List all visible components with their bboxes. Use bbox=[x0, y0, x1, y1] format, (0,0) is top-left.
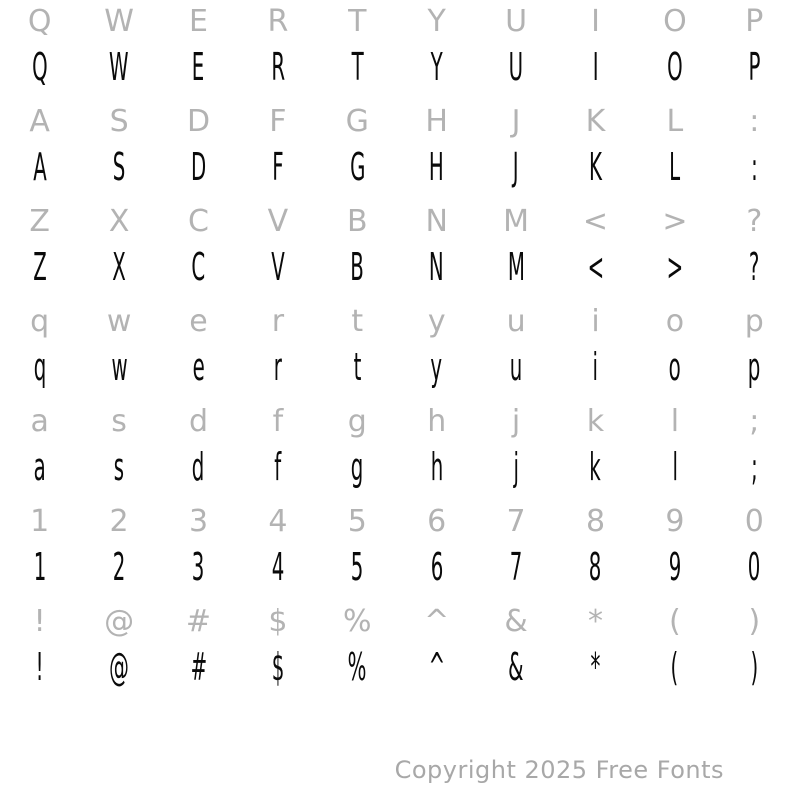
glyph-specimen: j bbox=[513, 445, 519, 489]
glyph-cell bbox=[238, 400, 317, 444]
glyph-specimen: ; bbox=[750, 445, 758, 489]
glyph-specimen: 3 bbox=[192, 545, 205, 589]
glyph-specimen: a bbox=[33, 445, 46, 489]
glyph-specimen: p bbox=[748, 345, 761, 389]
glyph-reference: d bbox=[188, 404, 209, 439]
glyph-cell bbox=[715, 144, 794, 190]
glyph-cell bbox=[397, 0, 476, 44]
glyph-cell bbox=[715, 644, 794, 690]
glyph-specimen: * bbox=[590, 645, 601, 689]
glyph-reference: & bbox=[504, 604, 528, 639]
glyph-specimen: 8 bbox=[589, 545, 602, 589]
glyph-cell bbox=[238, 144, 317, 190]
glyph-cell bbox=[397, 400, 476, 444]
specimen-row bbox=[0, 144, 794, 200]
glyph-cell bbox=[476, 100, 555, 144]
glyph-cell bbox=[635, 344, 714, 390]
glyph-cell bbox=[635, 200, 714, 244]
glyph-cell bbox=[397, 600, 476, 644]
glyph-reference: u bbox=[506, 304, 526, 339]
glyph-specimen: $ bbox=[271, 645, 285, 689]
glyph-cell bbox=[0, 44, 79, 90]
glyph-cell bbox=[556, 500, 635, 544]
glyph-cell bbox=[318, 200, 397, 244]
glyph-cell bbox=[0, 600, 79, 644]
glyph-cell bbox=[0, 500, 79, 544]
glyph-cell bbox=[715, 300, 794, 344]
reference-row bbox=[0, 0, 794, 44]
glyph-specimen: e bbox=[192, 345, 205, 389]
glyph-cell bbox=[556, 544, 635, 590]
glyph-cell bbox=[556, 344, 635, 390]
glyph-cell bbox=[159, 600, 238, 644]
glyph-specimen: 9 bbox=[668, 545, 682, 589]
glyph-reference: V bbox=[267, 204, 289, 239]
glyph-cell bbox=[0, 200, 79, 244]
glyph-cell bbox=[476, 444, 555, 490]
glyph-cell bbox=[476, 644, 555, 690]
glyph-reference: s bbox=[111, 404, 127, 439]
glyph-reference: 2 bbox=[109, 504, 129, 539]
specimen-row bbox=[0, 544, 794, 600]
glyph-cell bbox=[715, 600, 794, 644]
glyph-specimen: A bbox=[32, 145, 47, 189]
glyph-specimen: y bbox=[430, 345, 443, 389]
glyph-cell bbox=[635, 144, 714, 190]
glyph-specimen: K bbox=[589, 145, 602, 189]
glyph-cell bbox=[238, 544, 317, 590]
glyph-specimen: o bbox=[668, 345, 681, 389]
glyph-cell bbox=[635, 600, 714, 644]
glyph-reference: T bbox=[348, 4, 367, 39]
glyph-reference: P bbox=[745, 4, 764, 39]
glyph-cell bbox=[556, 44, 635, 90]
glyph-cell bbox=[79, 544, 158, 590]
glyph-reference: J bbox=[511, 104, 521, 139]
glyph-reference: W bbox=[104, 4, 134, 39]
glyph-cell bbox=[556, 0, 635, 44]
glyph-specimen: B bbox=[350, 245, 365, 289]
glyph-reference: 7 bbox=[506, 504, 526, 539]
glyph-cell bbox=[556, 144, 635, 190]
copyright-notice: Copyright 2025 Free Fonts bbox=[394, 756, 724, 784]
glyph-reference: f bbox=[272, 404, 284, 439]
glyph-reference: ^ bbox=[424, 604, 450, 639]
glyph-cell bbox=[0, 100, 79, 144]
glyph-specimen: Z bbox=[32, 245, 47, 289]
glyph-specimen: < bbox=[587, 245, 604, 289]
glyph-cell bbox=[318, 244, 397, 290]
glyph-specimen: f bbox=[274, 445, 282, 489]
glyph-specimen: ? bbox=[749, 245, 760, 289]
glyph-cell bbox=[238, 244, 317, 290]
reference-row bbox=[0, 200, 794, 244]
glyph-cell bbox=[79, 444, 158, 490]
specimen-row bbox=[0, 244, 794, 300]
glyph-reference: F bbox=[269, 104, 287, 139]
glyph-cell bbox=[79, 144, 158, 190]
glyph-cell bbox=[556, 444, 635, 490]
glyph-cell bbox=[0, 244, 79, 290]
glyph-cell bbox=[556, 244, 635, 290]
glyph-cell bbox=[635, 300, 714, 344]
glyph-specimen: u bbox=[509, 345, 523, 389]
glyph-cell bbox=[159, 300, 238, 344]
glyph-cell bbox=[397, 644, 476, 690]
glyph-reference: 3 bbox=[188, 504, 209, 539]
glyph-cell bbox=[715, 400, 794, 444]
glyph-reference: Y bbox=[427, 4, 446, 39]
glyph-specimen: V bbox=[271, 245, 285, 289]
glyph-cell bbox=[159, 44, 238, 90]
glyph-reference: h bbox=[427, 404, 447, 439]
glyph-specimen: 7 bbox=[509, 545, 523, 589]
glyph-specimen: M bbox=[507, 245, 525, 289]
glyph-cell bbox=[159, 644, 238, 690]
glyph-reference: t bbox=[351, 304, 364, 339]
glyph-reference: B bbox=[347, 204, 368, 239]
glyph-cell bbox=[79, 44, 158, 90]
glyph-cell bbox=[556, 600, 635, 644]
glyph-reference: A bbox=[29, 104, 50, 139]
glyph-reference: ? bbox=[746, 204, 763, 239]
glyph-cell bbox=[0, 300, 79, 344]
glyph-reference: S bbox=[109, 104, 129, 139]
glyph-cell bbox=[635, 100, 714, 144]
specimen-row bbox=[0, 444, 794, 500]
glyph-cell bbox=[159, 0, 238, 44]
glyph-specimen: X bbox=[112, 245, 126, 289]
glyph-cell bbox=[238, 500, 317, 544]
glyph-cell bbox=[635, 44, 714, 90]
glyph-specimen: ) bbox=[750, 645, 759, 689]
glyph-specimen: r bbox=[273, 345, 282, 389]
glyph-cell bbox=[238, 600, 317, 644]
specimen-row bbox=[0, 344, 794, 400]
glyph-cell bbox=[0, 444, 79, 490]
glyph-cell bbox=[159, 344, 238, 390]
glyph-reference: E bbox=[189, 4, 208, 39]
glyph-cell bbox=[476, 244, 555, 290]
glyph-cell bbox=[79, 400, 158, 444]
glyph-cell bbox=[79, 0, 158, 44]
glyph-cell bbox=[0, 644, 79, 690]
glyph-cell bbox=[318, 300, 397, 344]
glyph-reference: % bbox=[343, 604, 372, 639]
glyph-cell bbox=[556, 300, 635, 344]
glyph-cell bbox=[318, 400, 397, 444]
glyph-specimen: ! bbox=[35, 645, 44, 689]
glyph-cell bbox=[715, 244, 794, 290]
glyph-specimen: N bbox=[429, 245, 445, 289]
reference-row bbox=[0, 600, 794, 644]
glyph-cell bbox=[238, 644, 317, 690]
glyph-specimen: J bbox=[513, 145, 520, 189]
glyph-reference: o bbox=[665, 304, 685, 339]
glyph-specimen: k bbox=[589, 445, 602, 489]
glyph-reference: ! bbox=[33, 604, 46, 639]
glyph-cell bbox=[397, 500, 476, 544]
glyph-specimen: F bbox=[272, 145, 284, 189]
glyph-cell bbox=[635, 544, 714, 590]
glyph-cell bbox=[79, 300, 158, 344]
reference-row bbox=[0, 400, 794, 444]
glyph-reference: i bbox=[591, 304, 600, 339]
glyph-reference: 5 bbox=[347, 504, 367, 539]
glyph-specimen: h bbox=[430, 445, 443, 489]
glyph-cell bbox=[397, 544, 476, 590]
glyph-reference: e bbox=[189, 304, 208, 339]
glyph-specimen: C bbox=[191, 245, 206, 289]
glyph-reference: 1 bbox=[30, 504, 50, 539]
glyph-cell bbox=[318, 500, 397, 544]
glyph-cell bbox=[397, 300, 476, 344]
glyph-cell bbox=[397, 200, 476, 244]
glyph-cell bbox=[159, 544, 238, 590]
glyph-reference: > bbox=[662, 204, 688, 239]
glyph-reference: r bbox=[271, 304, 285, 339]
glyph-reference: X bbox=[108, 204, 130, 239]
glyph-cell bbox=[397, 444, 476, 490]
glyph-reference: j bbox=[511, 404, 521, 439]
glyph-cell bbox=[556, 200, 635, 244]
glyph-cell bbox=[159, 400, 238, 444]
glyph-cell bbox=[159, 200, 238, 244]
glyph-cell bbox=[159, 500, 238, 544]
glyph-reference: q bbox=[30, 304, 50, 339]
glyph-specimen: G bbox=[349, 145, 365, 189]
glyph-specimen: 0 bbox=[748, 545, 761, 589]
glyph-reference: L bbox=[666, 104, 684, 139]
glyph-reference: $ bbox=[268, 604, 288, 639]
glyph-specimen: 1 bbox=[33, 545, 46, 589]
glyph-cell bbox=[397, 344, 476, 390]
glyph-cell bbox=[476, 44, 555, 90]
glyph-reference: @ bbox=[104, 604, 135, 639]
glyph-cell bbox=[476, 544, 555, 590]
glyph-specimen: d bbox=[192, 445, 205, 489]
glyph-cell bbox=[715, 344, 794, 390]
glyph-reference: Q bbox=[27, 4, 52, 39]
glyph-cell bbox=[476, 144, 555, 190]
glyph-specimen: q bbox=[33, 345, 46, 389]
glyph-specimen: D bbox=[190, 145, 207, 189]
reference-row bbox=[0, 300, 794, 344]
glyph-specimen: T bbox=[351, 45, 364, 89]
glyph-cell bbox=[318, 0, 397, 44]
glyph-cell bbox=[318, 544, 397, 590]
glyph-reference: y bbox=[427, 304, 446, 339]
glyph-cell bbox=[238, 0, 317, 44]
glyph-reference: # bbox=[185, 604, 212, 639]
glyph-reference: p bbox=[744, 304, 764, 339]
glyph-reference: * bbox=[587, 604, 603, 639]
glyph-cell bbox=[79, 600, 158, 644]
glyph-cell bbox=[556, 400, 635, 444]
glyph-reference: k bbox=[586, 404, 605, 439]
glyph-cell bbox=[476, 344, 555, 390]
glyph-cell bbox=[635, 244, 714, 290]
glyph-specimen: l bbox=[672, 445, 678, 489]
glyph-specimen: I bbox=[592, 45, 599, 89]
glyph-reference: : bbox=[749, 104, 760, 139]
glyph-reference: H bbox=[425, 104, 448, 139]
glyph-reference: N bbox=[425, 204, 448, 239]
glyph-specimen: i bbox=[592, 345, 599, 389]
glyph-specimen: t bbox=[353, 345, 362, 389]
glyph-cell bbox=[476, 200, 555, 244]
glyph-reference: R bbox=[267, 4, 289, 39]
glyph-cell bbox=[0, 0, 79, 44]
glyph-cell bbox=[715, 44, 794, 90]
glyph-cell bbox=[715, 100, 794, 144]
glyph-cell bbox=[79, 644, 158, 690]
glyph-specimen: # bbox=[190, 645, 207, 689]
glyph-specimen: g bbox=[351, 445, 364, 489]
glyph-cell bbox=[397, 144, 476, 190]
glyph-cell bbox=[635, 444, 714, 490]
glyph-reference: w bbox=[106, 304, 132, 339]
glyph-cell bbox=[318, 444, 397, 490]
glyph-cell bbox=[79, 244, 158, 290]
glyph-cell bbox=[0, 544, 79, 590]
glyph-cell bbox=[238, 444, 317, 490]
glyph-reference: ( bbox=[669, 604, 681, 639]
specimen-row bbox=[0, 644, 794, 700]
glyph-cell bbox=[159, 100, 238, 144]
glyph-reference: D bbox=[186, 104, 211, 139]
glyph-specimen: Q bbox=[31, 45, 48, 89]
reference-row bbox=[0, 500, 794, 544]
glyph-cell bbox=[715, 544, 794, 590]
glyph-cell bbox=[79, 500, 158, 544]
glyph-cell bbox=[397, 44, 476, 90]
glyph-cell bbox=[397, 100, 476, 144]
glyph-reference: M bbox=[503, 204, 530, 239]
glyph-cell bbox=[79, 100, 158, 144]
glyph-reference: ) bbox=[748, 604, 761, 639]
glyph-reference: ; bbox=[749, 404, 760, 439]
glyph-cell bbox=[556, 644, 635, 690]
glyph-reference: g bbox=[347, 404, 367, 439]
glyph-specimen: > bbox=[666, 245, 684, 289]
glyph-cell bbox=[635, 400, 714, 444]
glyph-reference: < bbox=[582, 204, 609, 239]
glyph-reference: a bbox=[30, 404, 49, 439]
glyph-specimen: R bbox=[271, 45, 285, 89]
glyph-reference: 0 bbox=[744, 504, 764, 539]
glyph-specimen: ^ bbox=[428, 645, 445, 689]
glyph-cell bbox=[635, 0, 714, 44]
glyph-specimen: 6 bbox=[430, 545, 443, 589]
glyph-cell bbox=[715, 0, 794, 44]
glyph-cell bbox=[635, 500, 714, 544]
glyph-specimen: & bbox=[508, 645, 524, 689]
glyph-specimen: L bbox=[669, 145, 681, 189]
glyph-specimen: 5 bbox=[351, 545, 364, 589]
glyph-cell bbox=[79, 200, 158, 244]
glyph-cell bbox=[476, 600, 555, 644]
glyph-reference: O bbox=[663, 4, 687, 39]
glyph-specimen: E bbox=[192, 45, 205, 89]
glyph-reference: 8 bbox=[585, 504, 606, 539]
glyph-specimen: % bbox=[347, 645, 367, 689]
glyph-cell bbox=[318, 644, 397, 690]
glyph-cell bbox=[159, 444, 238, 490]
glyph-reference: 9 bbox=[665, 504, 685, 539]
glyph-cell bbox=[0, 344, 79, 390]
reference-row bbox=[0, 100, 794, 144]
glyph-specimen: S bbox=[112, 145, 126, 189]
glyph-reference: I bbox=[591, 4, 600, 39]
specimen-row bbox=[0, 44, 794, 100]
glyph-cell bbox=[238, 300, 317, 344]
glyph-specimen: Y bbox=[430, 45, 443, 89]
glyph-cell bbox=[159, 144, 238, 190]
glyph-cell bbox=[635, 644, 714, 690]
glyph-cell bbox=[715, 444, 794, 490]
glyph-cell bbox=[476, 500, 555, 544]
glyph-cell bbox=[238, 200, 317, 244]
glyph-reference: l bbox=[670, 404, 680, 439]
glyph-cell bbox=[476, 0, 555, 44]
glyph-cell bbox=[556, 100, 635, 144]
glyph-cell bbox=[318, 144, 397, 190]
glyph-specimen: P bbox=[748, 45, 761, 89]
glyph-reference: 4 bbox=[268, 504, 288, 539]
glyph-cell bbox=[715, 500, 794, 544]
glyph-specimen: W bbox=[109, 45, 129, 89]
glyph-specimen: ( bbox=[671, 645, 679, 689]
glyph-cell bbox=[79, 344, 158, 390]
glyph-cell bbox=[0, 144, 79, 190]
glyph-cell bbox=[397, 244, 476, 290]
glyph-specimen: U bbox=[508, 45, 524, 89]
glyph-specimen: 4 bbox=[271, 545, 285, 589]
glyph-reference: G bbox=[345, 104, 369, 139]
glyph-reference: 6 bbox=[427, 504, 447, 539]
glyph-cell bbox=[318, 100, 397, 144]
glyph-cell bbox=[159, 244, 238, 290]
glyph-specimen: 2 bbox=[112, 545, 126, 589]
glyph-cell bbox=[476, 400, 555, 444]
glyph-specimen: @ bbox=[109, 645, 129, 689]
glyph-cell bbox=[318, 600, 397, 644]
glyph-cell bbox=[238, 344, 317, 390]
glyph-specimen: s bbox=[113, 445, 125, 489]
glyph-specimen: H bbox=[429, 145, 445, 189]
glyph-reference: K bbox=[585, 104, 606, 139]
glyph-reference: Z bbox=[29, 204, 50, 239]
glyph-cell bbox=[238, 44, 317, 90]
glyph-cell bbox=[715, 200, 794, 244]
glyph-cell bbox=[238, 100, 317, 144]
glyph-cell bbox=[0, 400, 79, 444]
glyph-specimen: O bbox=[667, 45, 683, 89]
glyph-cell bbox=[476, 300, 555, 344]
glyph-specimen: : bbox=[750, 145, 758, 189]
glyph-cell bbox=[318, 44, 397, 90]
glyph-specimen: w bbox=[111, 345, 128, 389]
glyph-reference: C bbox=[188, 204, 209, 239]
glyph-cell bbox=[318, 344, 397, 390]
glyph-reference: U bbox=[505, 4, 528, 39]
